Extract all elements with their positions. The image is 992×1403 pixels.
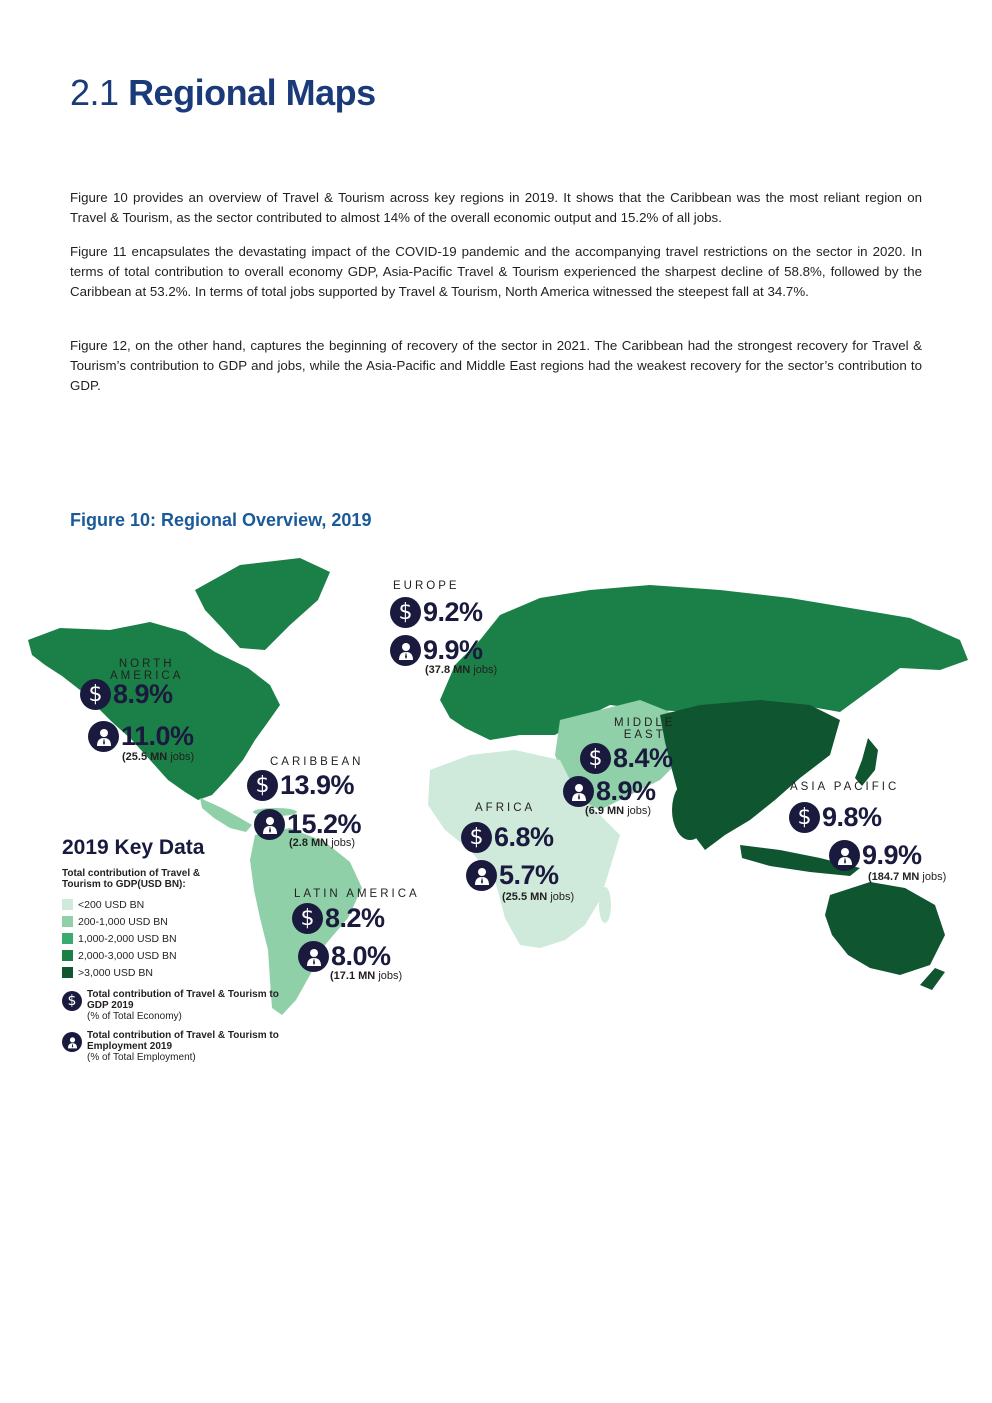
caribbean-employment-value: 15.2% bbox=[287, 809, 362, 839]
middle-east-gdp-value: 8.4% bbox=[613, 743, 673, 773]
africa-gdp-value: 6.8% bbox=[494, 822, 554, 852]
latin-america-employment-value: 8.0% bbox=[331, 941, 391, 971]
africa-jobs bbox=[502, 891, 574, 903]
asia-pacific-gdp-value: 9.8% bbox=[822, 802, 882, 832]
latin-america-gdp-value: 8.2% bbox=[325, 903, 385, 933]
map-australia bbox=[825, 882, 945, 975]
middle-east-label-line-2: EAST bbox=[623, 729, 666, 741]
middle-east-employment-stat bbox=[563, 776, 656, 807]
north-america-label-line-2: AMERICA bbox=[110, 670, 184, 682]
map-legend bbox=[62, 836, 282, 1063]
legend-label: 1,000-2,000 USD BN bbox=[78, 932, 177, 945]
europe-gdp-value: 9.2% bbox=[423, 597, 483, 627]
legend-swatch bbox=[62, 933, 73, 944]
legend-label: 200-1,000 USD BN bbox=[78, 915, 168, 928]
middle-east-jobs-number: (6.9 MN bbox=[585, 805, 625, 817]
legend-swatch bbox=[62, 916, 73, 927]
africa-employment-stat bbox=[466, 860, 559, 891]
paragraph-1: Figure 10 provides an overview of Travel & Tourism across key regions in 2019. It shows that the Caribbean was the most reliant region on Travel & Tourism, as the sector contributed to almost 14% of the overall economic output and 15.2% of all jobs. bbox=[70, 190, 922, 225]
person-icon bbox=[563, 776, 594, 807]
latin-america-employment-stat bbox=[298, 941, 391, 972]
person-icon bbox=[88, 721, 119, 752]
person-icon bbox=[298, 941, 329, 972]
legend-row bbox=[62, 947, 282, 964]
africa-employment-value: 5.7% bbox=[499, 860, 559, 890]
africa-gdp-stat bbox=[461, 822, 554, 853]
legend-swatch bbox=[62, 967, 73, 978]
asia-pacific-jobs-number: (184.7 MN bbox=[868, 871, 920, 883]
middle-east-label bbox=[614, 717, 675, 741]
dollar-icon: $ bbox=[292, 903, 323, 934]
asia-pacific-label: ASIA PACIFIC bbox=[790, 781, 900, 793]
north-america-employment-value: 11.0% bbox=[121, 721, 194, 751]
asia-pacific-employment-stat bbox=[829, 840, 922, 871]
europe-label: EUROPE bbox=[393, 580, 460, 592]
legend-gdp-note: (% of Total Economy) bbox=[87, 1011, 182, 1022]
caribbean-jobs-unit: jobs) bbox=[331, 837, 356, 849]
north-america-label-line-1: NORTH bbox=[118, 658, 175, 670]
dollar-icon: $ bbox=[580, 743, 611, 774]
dollar-icon: $ bbox=[62, 991, 82, 1011]
north-america-gdp-value: 8.9% bbox=[113, 679, 173, 709]
map-caribbean bbox=[200, 798, 252, 832]
legend-employment-title: Total contribution of Travel & Tourism to Employment 2019 bbox=[87, 1030, 279, 1052]
dollar-icon: $ bbox=[461, 822, 492, 853]
legend-row bbox=[62, 930, 282, 947]
caribbean-label: CARIBBEAN bbox=[270, 756, 364, 768]
legend-subtitle: Total contribution of Travel & Tourism to GDP(USD BN): bbox=[62, 868, 201, 890]
section-number: 2.1 bbox=[70, 72, 119, 113]
legend-employment-icon-row bbox=[62, 1030, 282, 1063]
person-icon bbox=[390, 635, 421, 666]
person-icon bbox=[829, 840, 860, 871]
caribbean-gdp-value: 13.9% bbox=[280, 770, 355, 800]
africa-jobs-unit: jobs) bbox=[550, 891, 575, 903]
person-icon bbox=[466, 860, 497, 891]
africa-label: AFRICA bbox=[475, 802, 536, 814]
middle-east-jobs-unit: jobs) bbox=[627, 805, 652, 817]
legend-label: >3,000 USD BN bbox=[78, 966, 153, 979]
legend-gdp-title: Total contribution of Travel & Tourism to GDP 2019 bbox=[87, 989, 279, 1011]
asia-pacific-employment-value: 9.9% bbox=[862, 840, 922, 870]
legend-label: 2,000-3,000 USD BN bbox=[78, 949, 177, 962]
middle-east-jobs bbox=[585, 805, 651, 817]
europe-employment-value: 9.9% bbox=[423, 635, 483, 665]
section-title: Regional Maps bbox=[128, 72, 376, 113]
north-america-employment-stat bbox=[88, 721, 194, 752]
europe-jobs-number: (37.8 MN bbox=[425, 664, 471, 676]
europe-jobs-unit: jobs) bbox=[473, 664, 498, 676]
figure-title: Figure 10: Regional Overview, 2019 bbox=[70, 510, 372, 530]
north-america-jobs bbox=[122, 751, 194, 763]
europe-jobs bbox=[425, 664, 497, 676]
middle-east-label-line-1: MIDDLE bbox=[614, 717, 676, 729]
caribbean-gdp-stat bbox=[247, 770, 354, 801]
north-america-gdp-stat bbox=[80, 679, 173, 710]
dollar-icon: $ bbox=[789, 802, 820, 833]
section-heading bbox=[70, 72, 376, 114]
legend-title: 2019 Key Data bbox=[62, 836, 205, 859]
latin-america-label: LATIN AMERICA bbox=[294, 888, 420, 900]
map-india bbox=[672, 780, 708, 840]
latin-america-jobs-number: (17.1 MN bbox=[330, 970, 376, 982]
asia-pacific-jobs bbox=[868, 871, 946, 883]
legend-label: <200 USD BN bbox=[78, 898, 145, 911]
dollar-icon: $ bbox=[80, 679, 111, 710]
legend-row bbox=[62, 964, 282, 981]
asia-pacific-gdp-stat bbox=[789, 802, 882, 833]
map-new-zealand bbox=[920, 968, 945, 990]
legend-swatch bbox=[62, 950, 73, 961]
north-america-jobs-unit: jobs) bbox=[170, 751, 195, 763]
legend-row bbox=[62, 913, 282, 930]
paragraph-3: Figure 12, on the other hand, captures the beginning of recovery of the sector in 2021. The Caribbean had the strongest recovery for Travel & Tourism’s contribution to GDP and jobs, while the Asia-Pacific and Middle East regions had the weakest recovery for the sector’s contribution to GDP. bbox=[70, 338, 922, 393]
middle-east-gdp-stat bbox=[580, 743, 673, 774]
north-america-jobs-number: (25.5 MN bbox=[122, 751, 168, 763]
middle-east-employment-value: 8.9% bbox=[596, 776, 656, 806]
person-icon bbox=[62, 1032, 82, 1052]
caribbean-jobs-number: (2.8 MN bbox=[289, 837, 329, 849]
map-greenland bbox=[195, 558, 330, 650]
latin-america-jobs bbox=[330, 970, 402, 982]
map-japan bbox=[855, 738, 878, 786]
map-madagascar bbox=[599, 887, 611, 923]
europe-gdp-stat bbox=[390, 597, 483, 628]
africa-jobs-number: (25.5 MN bbox=[502, 891, 548, 903]
dollar-icon: $ bbox=[247, 770, 278, 801]
caribbean-jobs bbox=[289, 837, 355, 849]
map-north-america bbox=[28, 622, 280, 800]
asia-pacific-jobs-unit: jobs) bbox=[922, 871, 947, 883]
legend-row bbox=[62, 896, 282, 913]
legend-gdp-icon-row bbox=[62, 989, 282, 1022]
legend-employment-note: (% of Total Employment) bbox=[87, 1052, 196, 1063]
latin-america-gdp-stat bbox=[292, 903, 385, 934]
latin-america-jobs-unit: jobs) bbox=[378, 970, 403, 982]
dollar-icon: $ bbox=[390, 597, 421, 628]
paragraph-2: Figure 11 encapsulates the devastating impact of the COVID-19 pandemic and the accompanying travel restrictions on the sector in 2020. In terms of total contribution to overall economy GDP, Asia-Pacific Travel & Tourism experienced the sharpest decline of 58.8%, followed by the Caribbean at 53.2%. In terms of total jobs supported by Travel & Tourism, North America witnessed the steepest fall at 34.7%. bbox=[70, 244, 922, 299]
europe-employment-stat bbox=[390, 635, 483, 666]
legend-swatch bbox=[62, 899, 73, 910]
